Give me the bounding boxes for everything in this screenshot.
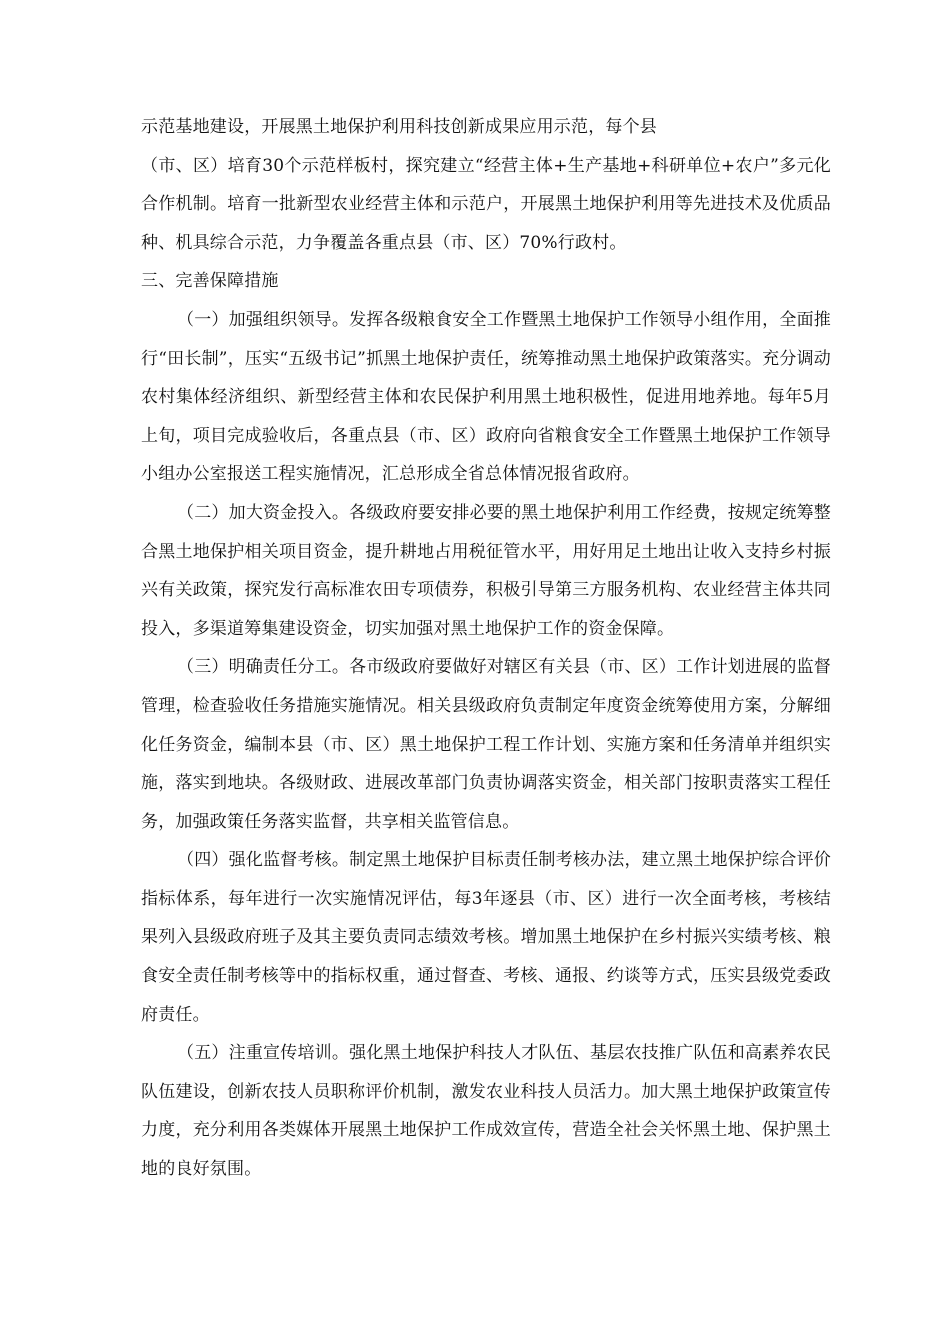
- paragraph-responsibility-division: （三）明确责任分工。各市级政府要做好对辖区有关县（市、区）工作计划进展的监督管理，检查验收任务措施实施情况。相关县级政府负责制定年度资金统筹使用方案，分解细化任务资金，编制本县（市、区）黑土地保护工程工作计划、实施方案和任务清单并组织实施，落实到地块。各级财政、进展改革部门负责协调落实资金，相关部门按职责落实工程任务，加强政策任务落实监督，共享相关监管信息。: [141, 657, 831, 832]
- section-heading: 三、完善保障措施: [141, 271, 279, 292]
- intro-continuation: （市、区）培育30个示范样板村，探究建立“经营主体+生产基地+科研单位+农户”多元化合作机制。培育一批新型农业经营主体和示范户，开展黑土地保护利用等先进技术及优质品种、机具综合示范，力争覆盖各重点县（市、区）70%行政村。: [141, 155, 831, 253]
- intro-first-line: 示范基地建设，开展黑土地保护利用科技创新成果应用示范，每个县: [141, 117, 657, 137]
- document-body: [141, 108, 831, 1189]
- paragraph-publicity-training: （五）注重宣传培训。强化黑土地保护科技人才队伍、基层农技推广队伍和高素养农民队伍建设，创新农技人员职称评价机制，激发农业科技人员活力。加大黑土地保护政策宣传力度，充分利用各类媒体开展黑土地保护工作成效宣传，营造全社会关怀黑土地、保护黑土地的良好氛围。: [141, 1043, 831, 1180]
- paragraph-organization-leadership: （一）加强组织领导。发挥各级粮食安全工作暨黑土地保护工作领导小组作用，全面推行“田长制”，压实“五级书记”抓黑土地保护责任，统筹推动黑土地保护政策落实。充分调动农村集体经济组织、新型经营主体和农民保护利用黑土地积极性，促进用地养地。每年5月上旬，项目完成验收后，各重点县（市、区）政府向省粮食安全工作暨黑土地保护工作领导小组办公室报送工程实施情况，汇总形成全省总体情况报省政府。: [141, 309, 831, 485]
- paragraph-supervision-assessment: （四）强化监督考核。制定黑土地保护目标责任制考核办法，建立黑土地保护综合评价指标体系，每年进行一次实施情况评估，每3年逐县（市、区）进行一次全面考核，考核结果列入县级政府班子及其主要负责同志绩效考核。增加黑土地保护在乡村振兴实绩考核、粮食安全责任制考核等中的指标权重，通过督查、考核、通报、约谈等方式，压实县级党委政府责任。: [141, 850, 831, 1025]
- paragraph-funding-input: （二）加大资金投入。各级政府要安排必要的黑土地保护利用工作经费，按规定统筹整合黑土地保护相关项目资金，提升耕地占用税征管水平，用好用足土地出让收入支持乡村振兴有关政策，探究发行高标准农田专项债券，积极引导第三方服务机构、农业经营主体共同投入，多渠道筹集建设资金，切实加强对黑土地保护工作的资金保障。: [141, 502, 831, 639]
- intro-paragraph: [141, 108, 831, 262]
